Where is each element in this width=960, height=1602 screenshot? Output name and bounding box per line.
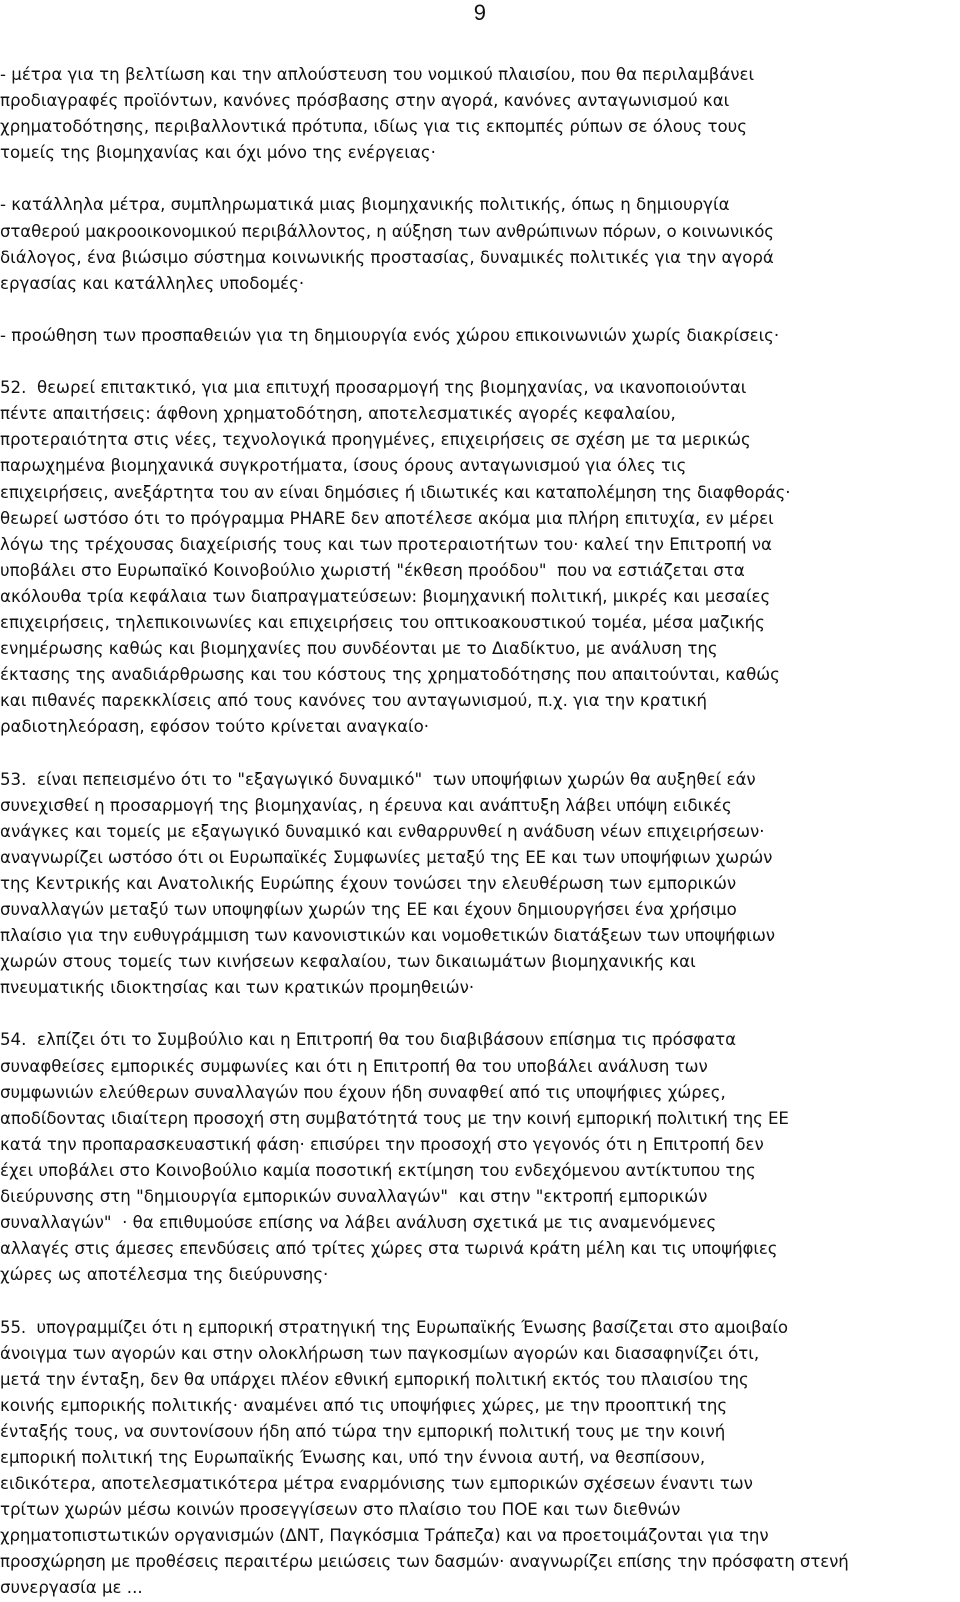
text-line: αλλαγές στις άμεσες επενδύσεις από τρίτες χώρες στα τωρινά κράτη μέλη και τις υποψήφιες [0,1239,778,1259]
text-line: έχει υποβάλει στο Κοινοβούλιο καμία ποσοτική εκτίμηση του ενδεχόμενου αντίκτυπου της [0,1160,756,1180]
text-line: συναλλαγών" · θα επιθυμούσε επίσης να λάβει ανάλυση σχετικά με τις αναμενόμενες [0,1213,717,1233]
text-line: εμπορική πολιτική της Ευρωπαϊκής Ένωσης και, υπό την έννοια αυτή, να θεσπίσουν, [0,1447,706,1467]
text-line: χρηματοδότησης, περιβαλλοντικά πρότυπα, ιδίως για τις εκπομπές ρύπων σε όλους τους [0,117,747,137]
text-line: - κατάλληλα μέτρα, συμπληρωματικά μιας βιομηχανικής πολιτικής, όπως η δημιουργία [0,195,730,215]
paragraph-gap [0,1001,938,1027]
text-line: ραδιοτηλεόραση, εφόσον τούτο κρίνεται αναγκαίο· [0,717,430,737]
text-line: 52. θεωρεί επιτακτικό, για μια επιτυχή προσαρμογή της βιομηχανίας, να ικανοποιούνται [0,378,747,398]
text-line: κατά την προπαρασκευαστική φάση· επισύρει την προσοχή στο γεγονός ότι η Επιτροπή δεν [0,1134,764,1154]
text-line: λόγω της τρέχουσας διαχείρισής τους και των προτεραιοτήτων του· καλεί την Επιτροπή να [0,534,772,554]
text-line: χωρών στους τομείς των κινήσεων κεφαλαίου, των δικαιωμάτων βιομηχανικής και [0,952,696,972]
text-line: συμφωνιών ελεύθερων συναλλαγών που έχουν ήδη συναφθεί από τις υποψήφιες χώρες, [0,1082,726,1102]
paragraph-55 [0,1315,938,1602]
text-line: 54. ελπίζει ότι το Συμβούλιο και η Επιτροπή θα του διαβιβάσουν επίσημα τις πρόσφατα [0,1030,737,1050]
text-line: συνεχισθεί η προσαρμογή της βιομηχανίας, η έρευνα και ανάπτυξη λάβει υπόψη ειδικές [0,795,732,815]
text-line: τομείς της βιομηχανίας και όχι μόνο της ενέργειας· [0,143,436,163]
text-line: έκτασης της αναδιάρθρωσης και του κόστους της χρηματοδότησης που απαιτούνται, καθώς [0,665,780,685]
text-line: υποβάλει στο Ευρωπαϊκό Κοινοβούλιο χωριστή "έκθεση προόδου" που να εστιάζεται στα [0,560,745,580]
text-line: και πιθανές παρεκκλίσεις από τους κανόνες του ανταγωνισμού, π.χ. για την κρατική [0,691,707,711]
text-line: ενημέρωσης καθώς και βιομηχανίες που συνδέονται με το Διαδίκτυο, με ανάλυση της [0,639,718,659]
text-line: θεωρεί ωστόσο ότι το πρόγραμμα PHARE δεν αποτέλεσε ακόμα μια πλήρη επιτυχία, εν μέρει [0,508,774,528]
text-line: παρωχημένα βιομηχανικά συγκροτήματα, ίσους όρους ανταγωνισμού για όλες τις [0,456,687,476]
text-line: συναλλαγών μεταξύ των υποψηφίων χωρών της ΕΕ και έχουν δημιουργήσει ένα χρήσιμο [0,900,737,919]
text-line: 55. υπογραμμίζει ότι η εμπορική στρατηγική της Ευρωπαϊκής Ένωσης βασίζεται στο αμοιβαίο [0,1317,788,1337]
paragraph-gap [0,740,938,766]
text-line: πνευματικής ιδιοκτησίας και των κρατικών προμηθειών· [0,978,475,998]
text-line: συνεργασία με ... [0,1578,143,1598]
text-line: χρηματοπιστωτικών οργανισμών (ΔΝΤ, Παγκόσμια Τράπεζα) και να προετοιμάζονται για την [0,1526,769,1546]
text-line: αναγνωρίζει ωστόσο ότι οι Ευρωπαϊκές Συμφωνίες μεταξύ της ΕΕ και των υποψήφιων χωρών [0,847,773,867]
paragraph-gap [0,166,938,192]
text-line: 53. είναι πεπεισμένο ότι το "εξαγωγικό δυναμικό" των υποψήφιων χωρών θα αυξηθεί εάν [0,769,756,789]
paragraph-54 [0,1027,938,1288]
text-line: επιχειρήσεις, τηλεπικοινωνίες και επιχειρήσεις του οπτικοακουστικού τομέα, μέσα μαζικής [0,612,765,632]
text-line: σταθερού μακροοικονομικού περιβάλλοντος, η αύξηση των ανθρώπινων πόρων, ο κοινωνικός [0,221,774,241]
text-line: κοινής εμπορικής πολιτικής· αναμένει από τις υποψήφιες χώρες, με την προοπτική της [0,1395,728,1415]
text-line: ειδικότερα, αποτελεσματικότερα μέτρα εναρμόνισης των εμπορικών σχέσεων έναντι των [0,1474,753,1494]
bullet-item-legal-framework [0,62,938,166]
paragraph-gap [0,297,938,323]
text-line: - προώθηση των προσπαθειών για τη δημιουργία ενός χώρου επικοινωνιών χωρίς διακρίσεις· [0,325,780,345]
text-line: εργασίας και κατάλληλες υποδομές· [0,273,305,293]
paragraph-gap [0,349,938,375]
text-line: ανάγκες και τομείς με εξαγωγικό δυναμικό και ενθαρρυνθεί η ανάδυση νέων επιχειρήσεων· [0,821,765,841]
text-line: χώρες ως αποτέλεσμα της διεύρυνσης· [0,1265,329,1285]
text-line: μετά την ένταξη, δεν θα υπάρχει πλέον εθνική εμπορική πολιτική εκτός του πλαισίου της [0,1369,749,1389]
bullet-item-complementary-measures [0,192,938,296]
text-line: διεύρυνσης στη "δημιουργία εμπορικών συναλλαγών" και στην "εκτροπή εμπορικών [0,1187,708,1207]
page-number: 9 [473,0,486,25]
text-line: της Κεντρικής και Ανατολικής Ευρώπης έχουν τονώσει την ελευθέρωση των εμπορικών [0,873,737,893]
text-line: ένταξής τους, να συντονίσουν ήδη από τώρα την εμπορική πολιτική τους με την κοινή [0,1421,726,1441]
document-body [0,62,938,1602]
text-line: τρίτων χωρών μέσω κοινών προσεγγίσεων στο πλαίσιο του ΠΟΕ και των διεθνών [0,1500,681,1520]
text-line: πέντε απαιτήσεις: άφθονη χρηματοδότηση, αποτελεσματικές αγορές κεφαλαίου, [0,404,676,424]
text-line: προδιαγραφές προϊόντων, κανόνες πρόσβασης στην αγορά, κανόνες ανταγωνισμού και [0,91,730,111]
paragraph-gap [0,1288,938,1314]
paragraph-53 [0,767,938,1002]
bullet-item-communications [0,323,938,349]
text-line: άνοιγμα των αγορών και στην ολοκλήρωση των παγκοσμίων αγορών και διασαφηνίζει ότι, [0,1343,760,1363]
text-line: αποδίδοντας ιδιαίτερη προσοχή στη συμβατότητά τους με την κοινή εμπορική πολιτική της ΕΕ [0,1108,789,1128]
text-line: προτεραιότητα στις νέες, τεχνολογικά προηγμένες, επιχειρήσεις σε σχέση με τα μερικώς [0,430,751,450]
text-line: πλαίσιο για την ευθυγράμμιση των κανονιστικών και νομοθετικών διατάξεων των υποψήφιων [0,926,775,946]
text-line: συναφθείσες εμπορικές συμφωνίες και ότι η Επιτροπή θα του υποβάλει ανάλυση των [0,1056,708,1076]
text-line: επιχειρήσεις, ανεξάρτητα του αν είναι δημόσιες ή ιδιωτικές και καταπολέμηση της διαφθοράς· [0,482,791,502]
text-line: διάλογος, ένα βιώσιμο σύστημα κοινωνικής προστασίας, δυναμικές πολιτικές για την αγορά [0,247,774,267]
text-line: ακόλουθα τρία κεφάλαια των διαπραγματεύσεων: βιομηχανική πολιτική, μικρές και μεσαίες [0,586,771,606]
text-line: - μέτρα για τη βελτίωση και την απλούστευση του νομικού πλαισίου, που θα περιλαμβάνει [0,65,755,84]
text-line: προσχώρηση με προθέσεις περαιτέρω μειώσεις των δασμών· αναγνωρίζει επίσης την πρόσφατη στενή [0,1552,849,1572]
paragraph-52 [0,375,938,740]
